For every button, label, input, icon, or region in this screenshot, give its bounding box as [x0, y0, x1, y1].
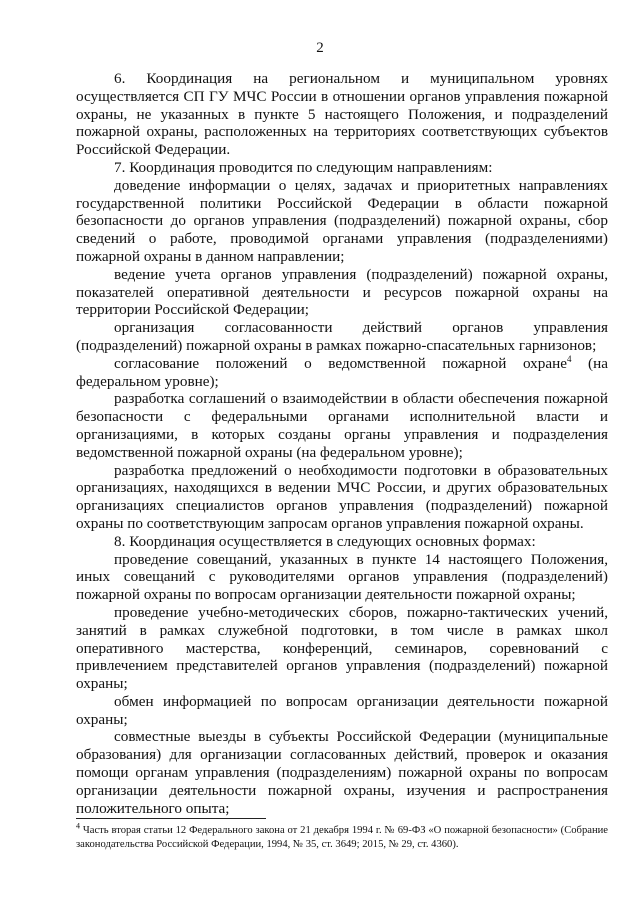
footnote	[76, 821, 608, 851]
direction-item-1: доведение информации о целях, задачах и приоритетных направлениях государственной политики Российской Федерации в области пожарной безопасности до органов управления (подразделений) пожарной охраны, сбор сведений о работе, проводимой органами управления (подразделениями) пожарной охраны в данном направлении;	[76, 176, 608, 265]
direction-item-4-text: согласование положений о ведомственной пожарной охране	[114, 354, 567, 372]
direction-item-2: ведение учета органов управления (подразделений) пожарной охраны, показателей оперативной деятельности и ресурсов пожарной охраны на территории Российской Федерации;	[76, 265, 608, 319]
direction-item-3: организация согласованности действий органов управления (подразделений) пожарной охраны в рамках пожарно-спасательных гарнизонов;	[76, 319, 608, 354]
direction-item-6: разработка предложений о необходимости подготовки в образовательных организациях, находящихся в ведении МЧС России, и других образовательных организациях специалистов органов управления (подразделений) пожарной охраны по соответствующим запросам органов управления пожарной охраны.	[76, 461, 608, 532]
paragraph-6: 6. Координация на региональном и муниципальном уровнях осуществляется СП ГУ МЧС России в отношении органов управления пожарной охраны, не указанных в пункте 5 настоящего Положения, и подразделений пожарной охраны, расположенных на территориях соответствующих субъектов Российской Федерации.	[76, 70, 608, 159]
direction-item-5: разработка соглашений о взаимодействии в области обеспечения пожарной безопасности с федеральными органами исполнительной власти и организациями, в которых созданы органы управления и подразделения ведомственной пожарной охраны (на федеральном уровне);	[76, 390, 608, 461]
form-item-3: обмен информацией по вопросам организации деятельности пожарной охраны;	[76, 692, 608, 728]
footnote-reference: 4	[566, 353, 572, 364]
footnote-divider	[76, 818, 266, 819]
document-body	[76, 70, 608, 817]
footnote-marker: 4	[76, 821, 80, 831]
form-item-2: проведение учебно-методических сборов, пожарно-тактических учений, занятий в рамках служебной подготовки, в том числе в рамках школ оперативного мастерства, конференций, семинаров, соревнований с привлечением представителей органов управления (подразделений) пожарной охраны;	[76, 603, 608, 693]
form-item-4: совместные выезды в субъекты Российской Федерации (муниципальные образования) для организации согласованных действий, проверок и оказания помощи органам управления (подразделениям) пожарной охраны по вопросам организации деятельности пожарной охраны, изучения и распространения положительного опыта;	[76, 728, 608, 817]
paragraph-8: 8. Координация осуществляется в следующих основных формах:	[114, 532, 536, 550]
direction-item-4	[76, 355, 608, 391]
form-item-1: проведение совещаний, указанных в пункте 14 настоящего Положения, иных совещаний с руководителями органов управления (подразделений) пожарной охраны по вопросам организации деятельности пожарной охраны;	[76, 550, 608, 604]
direction-item-4-tail: (на федеральном уровне);	[76, 354, 608, 390]
paragraph-7: 7. Координация проводится по следующим направлениям:	[114, 158, 493, 176]
footnote-text: Часть вторая статьи 12 Федерального закона от 21 декабря 1994 г. № 69-ФЗ «О пожарной безопасности» (Собрание законодательства Российской Федерации, 1994, № 35, ст. 3649; 2015, № 29, ст. 4360).	[76, 825, 608, 850]
page-number: 2	[316, 40, 324, 56]
